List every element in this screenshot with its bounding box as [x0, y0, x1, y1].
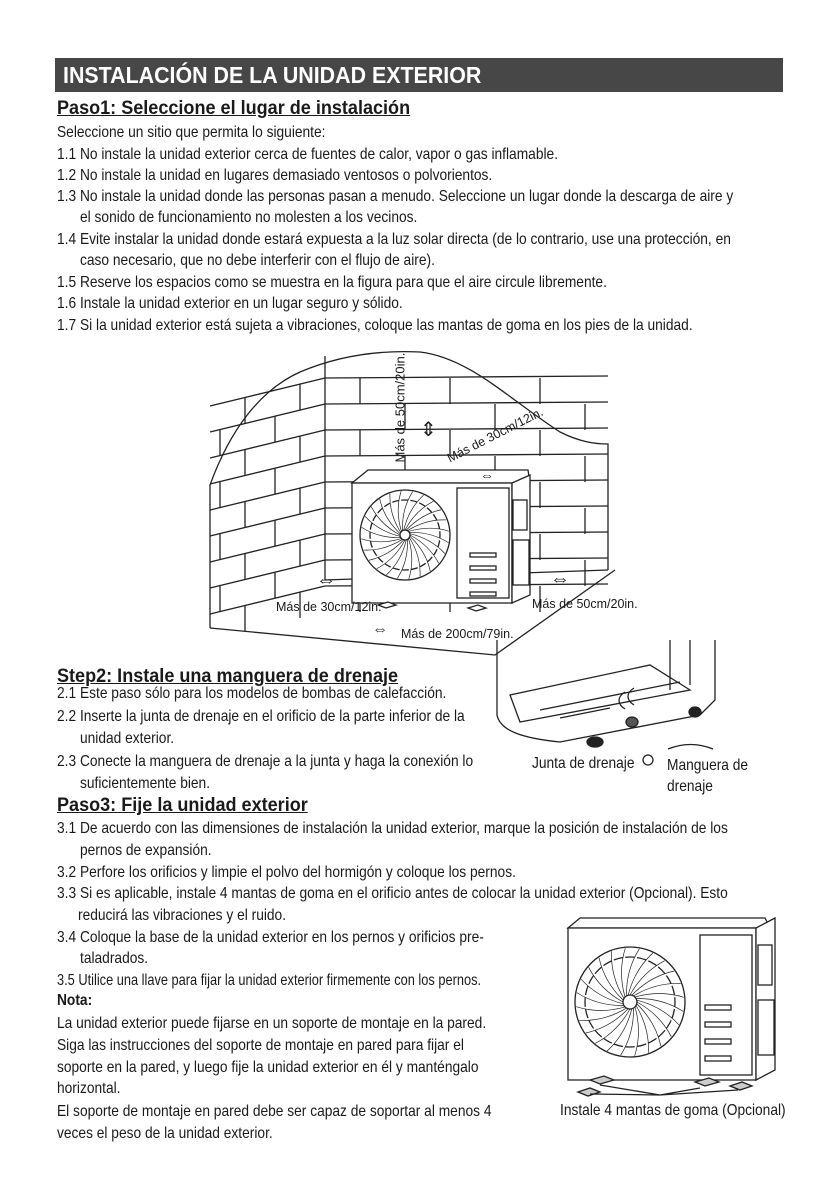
drawing-line: [325, 402, 608, 404]
diagonal-arrow-icon: ⇔: [372, 621, 388, 638]
step1-line: 1.2 No instale la unidad en lugares demasiado ventosos o polvorientos.: [57, 167, 493, 184]
step2-line: unidad exterior.: [80, 730, 175, 747]
step2-line: 2.2 Inserte la junta de drenaje en el orificio de la parte inferior de la: [57, 708, 465, 725]
note-line: Siga las instrucciones del soporte de montaje en pared para fijar el: [57, 1037, 464, 1054]
note-title: Nota:: [57, 992, 93, 1009]
step3-line: 3.1 De acuerdo con las dimensiones de instalación la unidad exterior, marque la posición de instalación de los: [57, 820, 728, 837]
step1-line: Seleccione un sitio que permita lo siguiente:: [57, 124, 326, 141]
step3-line: 3.5 Utilice una llave para fijar la unidad exterior firmemente con los pernos.: [57, 972, 482, 989]
note-line: horizontal.: [57, 1080, 121, 1097]
right-clearance-label: Más de 50cm/20in.: [532, 597, 638, 611]
drawing-line: [210, 534, 325, 562]
drain-joint-label: Junta de drenaje: [532, 755, 635, 772]
horizontal-arrow-icon: ⇔: [550, 568, 570, 590]
diagonal-arrow-icon: ⇔: [480, 467, 494, 483]
step1-line: 1.6 Instale la unidad exterior en un lugar seguro y sólido.: [57, 295, 403, 312]
back-clearance-label: Más de 30cm/12in.: [444, 404, 546, 466]
step3-line: 3.4 Coloque la base de la unidad exterior en los pernos y orificios pre-: [57, 929, 484, 946]
drawing-line: [325, 428, 608, 430]
step1-line: 1.7 Si la unidad exterior está sujeta a vibraciones, coloque las mantas de goma en los pies de la unidad.: [57, 317, 693, 334]
drawing-line: [210, 560, 325, 588]
drawing-line: [210, 378, 325, 406]
step3-line: pernos de expansión.: [80, 842, 212, 859]
drawing-line: [210, 430, 325, 458]
step3-line: 3.2 Perfore los orificios y limpie el polvo del hormigón y coloque los pernos.: [57, 864, 516, 881]
front-clearance-label: Más de 200cm/79in.: [401, 627, 514, 641]
step3-line: reducirá las vibraciones y el ruido.: [78, 907, 287, 924]
note-line: veces el peso de la unidad exterior.: [57, 1125, 273, 1142]
drawing-line: [210, 508, 325, 536]
drawing-line: [210, 482, 325, 510]
rubber-mats-caption: Instale 4 mantas de goma (Opcional): [560, 1102, 786, 1119]
drain-diagram: [497, 640, 715, 765]
step1-line: 1.5 Reserve los espacios como se muestra en la figura para que el aire circule libremente.: [57, 274, 607, 291]
vertical-arrow-icon: ⇕: [420, 419, 437, 441]
outdoor-unit: [352, 467, 530, 611]
step2-heading: Step2: Instale una manguera de drenaje: [57, 666, 399, 687]
drain-hose-label: Manguera de: [667, 757, 749, 774]
drawing-line: [210, 404, 325, 432]
step1-line: 1.3 No instale la unidad donde las personas pasan a menudo. Seleccione un lugar donde la descarga de aire y: [57, 188, 734, 205]
step1-heading: Paso1: Seleccione el lugar de instalación: [57, 98, 411, 119]
top-clearance-label: Más de 50cm/20in.: [392, 352, 408, 463]
step1-line: caso necesario, que no debe interferir con el flujo de aire).: [80, 252, 435, 269]
section-title: INSTALACIÓN DE LA UNIDAD EXTERIOR: [63, 62, 482, 88]
rubber-mats-diagram: [568, 918, 775, 1096]
step1-line: 1.4 Evite instalar la unidad donde estará expuesta a la luz solar directa (de lo contrario, use una protección, en: [57, 231, 731, 248]
step2-line: 2.3 Conecte la manguera de drenaje a la junta y haga la conexión lo: [57, 753, 474, 770]
horizontal-arrow-icon: ⇔: [316, 569, 336, 591]
step3-line: taladrados.: [80, 950, 149, 967]
note-line: La unidad exterior puede fijarse en un soporte de montaje en la pared.: [57, 1015, 487, 1032]
step2-line: suficientemente bien.: [80, 775, 211, 792]
step1-line: 1.1 No instale la unidad exterior cerca de fuentes de calor, vapor o gas inflamable.: [57, 146, 559, 163]
left-clearance-label: Más de 30cm/12in.: [276, 600, 382, 614]
drawing-line: [210, 456, 325, 484]
step3-line: 3.3 Si es aplicable, instale 4 mantas de goma en el orificio antes de colocar la unidad exterior (Opcional). Esto: [57, 885, 728, 902]
step3-heading: Paso3: Fije la unidad exterior: [57, 795, 308, 816]
step2-line: 2.1 Este paso sólo para los modelos de bombas de calefacción.: [57, 685, 447, 702]
note-line: El soporte de montaje en pared debe ser capaz de soportar al menos 4: [57, 1103, 492, 1120]
step1-line: el sonido de funcionamiento no molesten a los vecinos.: [80, 209, 418, 226]
drawing-line: [325, 376, 608, 378]
note-line: soporte en la pared, y luego fije la unidad exterior en él y manténgalo: [57, 1059, 479, 1076]
drain-hose-label: drenaje: [667, 778, 713, 795]
